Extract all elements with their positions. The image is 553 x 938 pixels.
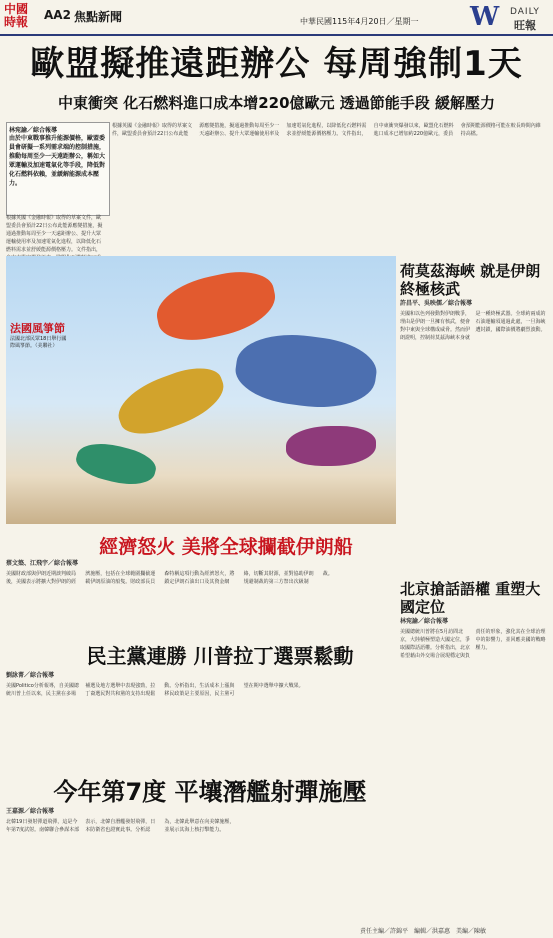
democrats-body: 美國Politico分析報導，自美國總統川普上任以來，民主黨在多場補選及地方選舉中表現強勁，拉丁裔選民對共和黨的支持出現鬆動。分析指出，生活成本上漲與移民政策是主要原因，民主黨可望在期中選舉中擴大戰果。 bbox=[6, 683, 304, 697]
kite-shape bbox=[73, 437, 159, 491]
kite-shape bbox=[151, 264, 281, 348]
beijing-byline: 林宛諭／綜合報導 bbox=[400, 618, 449, 625]
strait-headline: 荷莫茲海峽 就是伊朗終極核武 bbox=[400, 262, 541, 298]
lead-body-columns: 根據英國《金融時報》取得的草案文件，歐盟委員會預計22日公布此能源應變措施，擬通過推動每周至少一天遠距辦公、提升大眾運輸使用率及加速電氣化進程，以降低化石燃料需求並舒緩能源價格壓力。文件指出，自中東衝突爆發以來，歐盟化石燃料進口成本已增加約220億歐元，委員會預期能源價格可能在較長時間內維持高檔。 bbox=[112, 123, 541, 137]
strait-body: 美國和以色列發動對伊朗戰爭，理由是伊朗一旦擁有核武，便會對中東與全球構成威脅。然而伊朗證明，控制荷莫茲海峽本身就是一種終極武器。全球約兩成的石油運輸須通過此處，一旦海峽遭封鎖，國際油價將劇烈波動。 bbox=[400, 311, 546, 341]
submarine-byline: 王嘉源／綜合報導 bbox=[6, 808, 55, 815]
page-number: AA2 bbox=[44, 8, 71, 22]
submarine-headline: 今年第7度 平壤潛艦射彈施壓 bbox=[53, 778, 367, 806]
lead-subhead: 中東衝突 化石燃料進口成本增220億歐元 透過節能手段 緩解壓力 bbox=[58, 94, 495, 112]
footer-credits: 責任主編／許錦平 編輯／洪嘉惠 美編／陳敏 bbox=[360, 928, 487, 935]
lead-lede-box bbox=[6, 122, 110, 216]
want-daily-label: DAILY bbox=[510, 7, 540, 17]
strait-byline: 許昌平、吳映儒／綜合報導 bbox=[400, 300, 473, 307]
kite-shape bbox=[232, 327, 380, 416]
iran-body: 美國財政部與伊朗近期談判破局後，美國表示將擴大對伊朗的經濟施壓，包括在全球範圍攔截運載伊朗原油的船隻。財政部長貝森特稱這項行動為經濟怒火，將鎖定伊朗石油出口及其資金網絡，切斷其財源，並對協助伊朗規避制裁的第三方祭出次級制裁。 bbox=[6, 571, 333, 585]
photo-caption-text: 法國北部民眾18日舉行國際風箏節。（美聯社） bbox=[10, 336, 67, 349]
iran-headline: 經濟怒火 美將全球攔截伊朗船 bbox=[99, 536, 353, 558]
want-letter: W bbox=[470, 2, 500, 32]
dateline: 中華民國115年4月20日／星期一 bbox=[300, 17, 419, 26]
iran-byline: 蔡文築、江飛宇／綜合報導 bbox=[6, 560, 79, 567]
submarine-body: 北韓19日發射彈道飛彈，這是今年第7度試射。南韓聯合參謀本部表示，北韓自潛艦發射飛彈，日本防衛省也證實此事。分析認為，北韓此舉意在向美韓施壓，並展示其海上核打擊能力。 bbox=[6, 819, 235, 833]
beijing-body: 美國總統川普將在5月訪問北京，大陸積極塑造大國定位，爭取國際話語權。分析指出，北京希望藉由外交場合展現穩定與負責任的形象，強化其在全球治理中的影響力，並回應美國的戰略壓力。 bbox=[400, 629, 546, 659]
want-daily-logo bbox=[470, 2, 550, 32]
beijing-headline: 北京搶話語權 重塑大國定位 bbox=[400, 580, 541, 616]
democrats-byline: 劉詠菁／綜合報導 bbox=[6, 672, 55, 679]
photo-caption-title: 法國風箏節 bbox=[10, 322, 65, 335]
lead-byline: 林宛諭／綜合報導 bbox=[9, 127, 58, 134]
kite-shape bbox=[111, 359, 231, 444]
want-cn-label: 旺報 bbox=[514, 19, 536, 32]
kite-shape bbox=[286, 426, 376, 466]
lead-lede: 由於中東戰事推升能源價格，歐盟委員會研擬一系列需求端的控制措施，推動每周至少一天遠距辦公，稱如大眾運輸及加速電氣化等手段，降低對化石燃料依賴，並緩解能源成本壓力。 bbox=[9, 135, 106, 187]
section-name: 焦點新聞 bbox=[74, 10, 123, 24]
democrats-headline: 民主黨連勝 川普拉丁選票鬆動 bbox=[86, 644, 354, 668]
lead-headline: 歐盟擬推遠距辦公 每周強制1天 bbox=[30, 44, 523, 84]
kite-festival-photo bbox=[6, 256, 396, 524]
masthead bbox=[0, 0, 553, 36]
china-times-logo: 中國時報 bbox=[4, 2, 29, 29]
lead-body-col1: 根據英國《金融時報》取得的草案文件，歐盟委員會預計22日公布此能源應變措施，擬通過推動每周至少一天遠距辦公、提升大眾運輸使用率及加速電氣化進程，以降低化石燃料需求並舒緩能源價格壓力。文件指出， bbox=[6, 215, 103, 253]
